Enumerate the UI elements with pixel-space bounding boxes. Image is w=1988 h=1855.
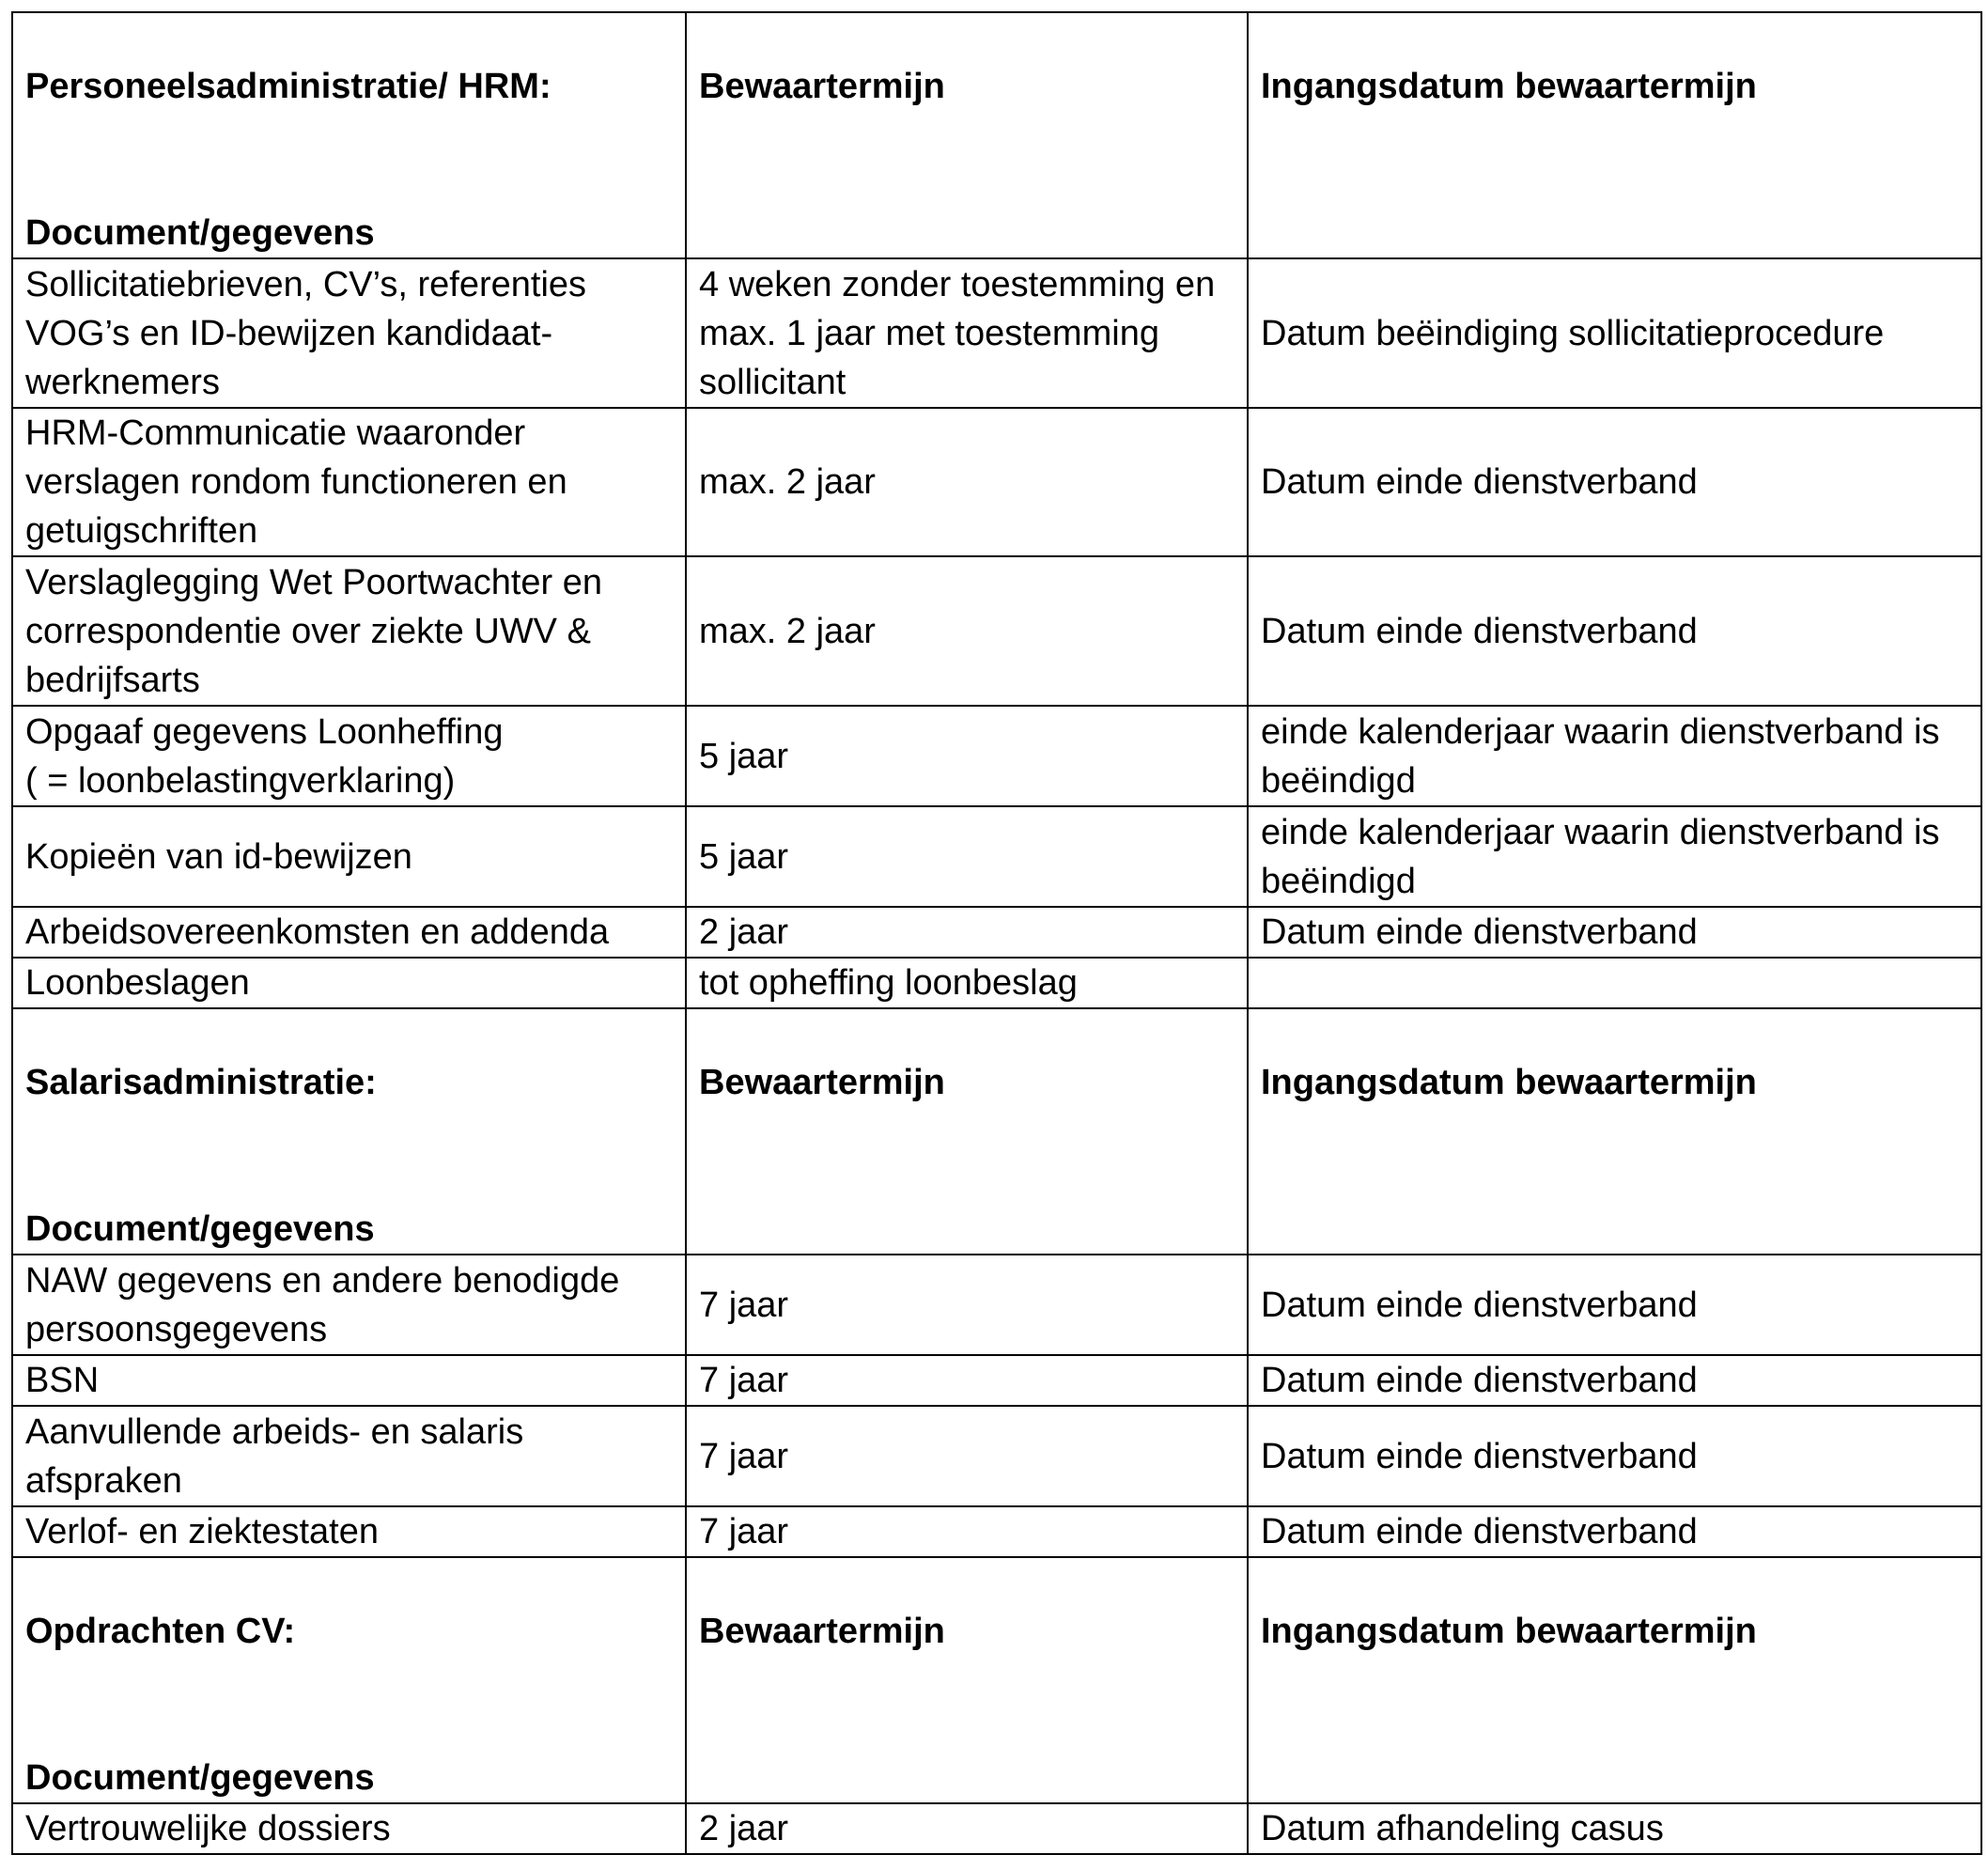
- table-row: [12, 958, 1981, 1008]
- table-row: [12, 1406, 1981, 1506]
- retention-cell: 5 jaar: [686, 806, 1248, 907]
- section-header-cell: [686, 1557, 1248, 1803]
- document-cell: Verslaglegging Wet Poortwachter en correspondentie over ziekte UWV & bedrijfsarts: [12, 556, 686, 706]
- section-header-row: [12, 1557, 1981, 1803]
- table-row: [12, 1255, 1981, 1355]
- start-date-cell: einde kalenderjaar waarin dienstverband is beëindigd: [1248, 806, 1981, 907]
- column-header-document: Document/gegevens: [25, 213, 375, 253]
- retention-cell: max. 2 jaar: [686, 408, 1248, 556]
- table-row: [12, 706, 1981, 806]
- column-header-retention: Bewaartermijn: [699, 67, 945, 106]
- retention-cell: 4 weken zonder toestemming en max. 1 jaar met toestemming sollicitant: [686, 258, 1248, 408]
- retention-cell: tot opheffing loonbeslag: [686, 958, 1248, 1008]
- document-cell: Kopieën van id-bewijzen: [12, 806, 686, 907]
- start-date-cell: Datum einde dienstverband: [1248, 1355, 1981, 1406]
- retention-cell: 7 jaar: [686, 1406, 1248, 1506]
- table-row: [12, 408, 1981, 556]
- table-row: [12, 1506, 1981, 1557]
- table-row: [12, 556, 1981, 706]
- retention-cell: 7 jaar: [686, 1506, 1248, 1557]
- document-cell: Arbeidsovereenkomsten en addenda: [12, 907, 686, 958]
- document-cell: Verlof- en ziektestaten: [12, 1506, 686, 1557]
- start-date-cell: Datum einde dienstverband: [1248, 1255, 1981, 1355]
- start-date-cell: Datum einde dienstverband: [1248, 408, 1981, 556]
- table-row: [12, 258, 1981, 408]
- table-row: [12, 1355, 1981, 1406]
- start-date-cell: einde kalenderjaar waarin dienstverband is beëindigd: [1248, 706, 1981, 806]
- section-header-cell: [686, 12, 1248, 258]
- retention-cell: 7 jaar: [686, 1255, 1248, 1355]
- column-header-retention: Bewaartermijn: [699, 1612, 945, 1651]
- section-header-cell: [1248, 1008, 1981, 1255]
- start-date-cell: Datum einde dienstverband: [1248, 556, 1981, 706]
- start-date-cell: Datum beëindiging sollicitatieprocedure: [1248, 258, 1981, 408]
- table-row: [12, 1803, 1981, 1854]
- section-header-cell: [12, 12, 686, 258]
- document-cell: Opgaaf gegevens Loonheffing ( = loonbelastingverklaring): [12, 706, 686, 806]
- start-date-cell: Datum einde dienstverband: [1248, 907, 1981, 958]
- section-header-row: [12, 12, 1981, 258]
- start-date-cell: [1248, 958, 1981, 1008]
- column-header-start-date: Ingangsdatum bewaartermijn: [1261, 1612, 1757, 1651]
- document-cell: Sollicitatiebrieven, CV’s, referenties VOG’s en ID-bewijzen kandidaat-werknemers: [12, 258, 686, 408]
- document-cell: Loonbeslagen: [12, 958, 686, 1008]
- retention-cell: 5 jaar: [686, 706, 1248, 806]
- start-date-cell: Datum einde dienstverband: [1248, 1506, 1981, 1557]
- section-title: Salarisadministratie:: [25, 1063, 377, 1102]
- document-cell: Aanvullende arbeids- en salaris afspraken: [12, 1406, 686, 1506]
- start-date-cell: Datum afhandeling casus: [1248, 1803, 1981, 1854]
- section-header-cell: [12, 1557, 686, 1803]
- document-cell: Vertrouwelijke dossiers: [12, 1803, 686, 1854]
- document-cell: NAW gegevens en andere benodigde persoonsgegevens: [12, 1255, 686, 1355]
- section-header-cell: [686, 1008, 1248, 1255]
- retention-table: [11, 11, 1982, 1855]
- retention-cell: 2 jaar: [686, 907, 1248, 958]
- document-cell: BSN: [12, 1355, 686, 1406]
- section-header-cell: [1248, 1557, 1981, 1803]
- section-header-cell: [12, 1008, 686, 1255]
- start-date-cell: Datum einde dienstverband: [1248, 1406, 1981, 1506]
- document-cell: HRM-Communicatie waaronder verslagen rondom functioneren en getuigschriften: [12, 408, 686, 556]
- section-header-cell: [1248, 12, 1981, 258]
- column-header-retention: Bewaartermijn: [699, 1063, 945, 1102]
- column-header-start-date: Ingangsdatum bewaartermijn: [1261, 67, 1757, 106]
- table-row: [12, 907, 1981, 958]
- section-header-row: [12, 1008, 1981, 1255]
- retention-cell: 7 jaar: [686, 1355, 1248, 1406]
- column-header-document: Document/gegevens: [25, 1209, 375, 1249]
- section-title: Personeelsadministratie/ HRM:: [25, 67, 551, 106]
- table-row: [12, 806, 1981, 907]
- retention-cell: max. 2 jaar: [686, 556, 1248, 706]
- column-header-start-date: Ingangsdatum bewaartermijn: [1261, 1063, 1757, 1102]
- retention-cell: 2 jaar: [686, 1803, 1248, 1854]
- column-header-document: Document/gegevens: [25, 1758, 375, 1798]
- section-title: Opdrachten CV:: [25, 1612, 296, 1651]
